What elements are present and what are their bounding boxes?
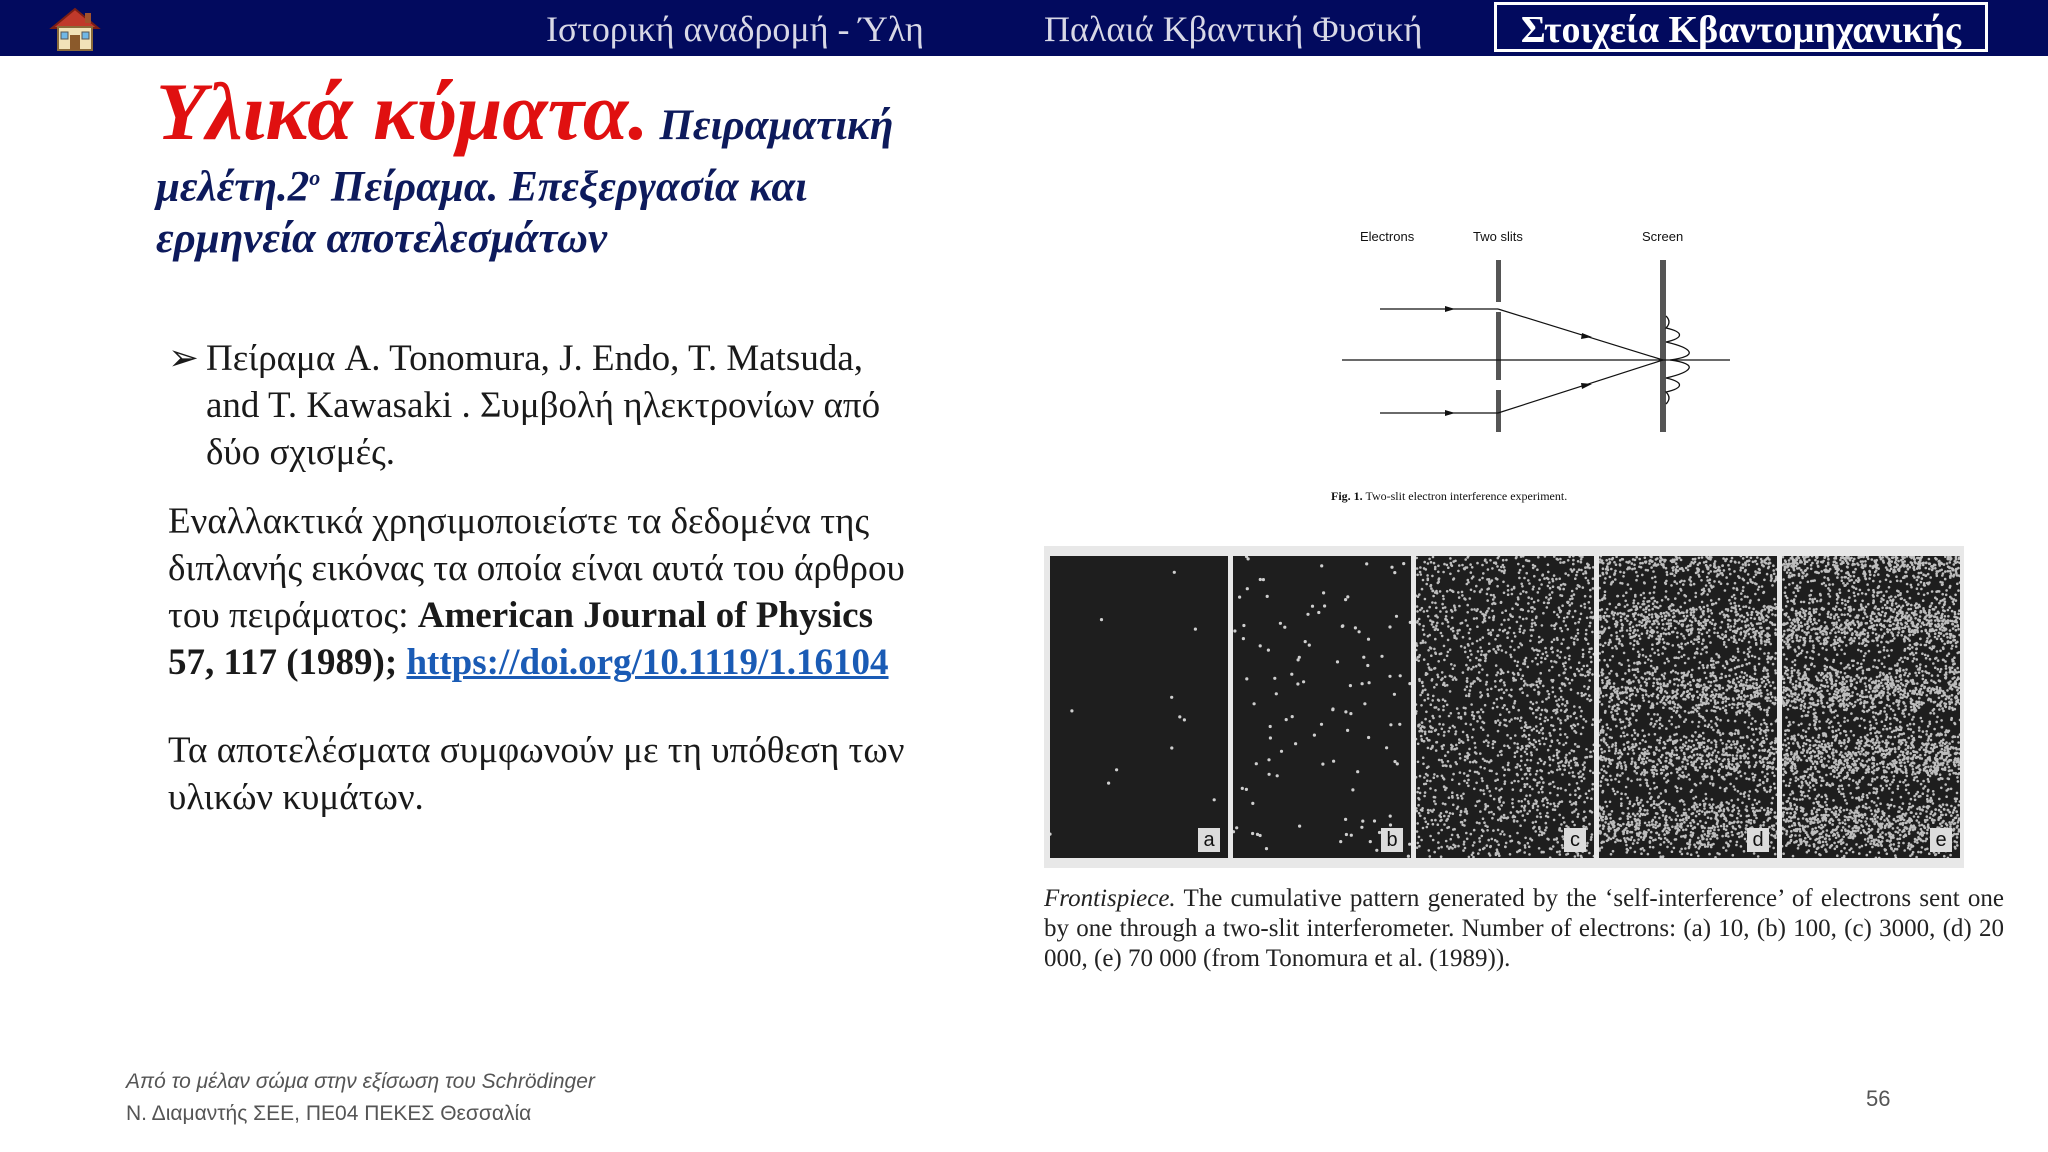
slit-plate-middle [1496,312,1501,380]
tab-quantum-mechanics-elements[interactable]: Στοιχεία Κβαντομηχανικής [1494,2,1988,52]
footer-course-title: Από το μέλαν σώμα στην εξίσωση του Schrödinger [126,1070,595,1093]
footer [126,1066,595,1130]
para1-line2: διπλανής εικόνας τα οποία είναι αυτά του άρθρου [168,548,905,589]
para1-line1: Εναλλακτικά χρησιμοποιείστε τα δεδομένα της [168,501,870,542]
journal-ref: 57, 117 (1989); [168,642,407,683]
photo-panel-b [1233,556,1411,858]
figure1-caption-text: Two-slit electron interference experiment. [1362,489,1568,503]
speckle-texture [1233,556,1411,858]
title-sub3: Πείραμα. Επεξεργασία και [320,163,808,211]
bullet-line2: and T. Kawasaki . Συμβολή ηλεκτρονίων από [206,385,881,426]
detector-screen [1660,260,1666,432]
frontispiece-lead: Frontispiece. [1044,885,1176,912]
photo-panel-c [1416,556,1594,858]
page-number: 56 [1866,1086,1891,1111]
home-button[interactable] [48,6,102,52]
two-slit-diagram [1320,220,1740,510]
tab-old-quantum-physics[interactable]: Παλαιά Κβαντική Φυσική [1044,9,1423,49]
title-sub2: μελέτη.2 [156,163,310,211]
photo-panel-d [1599,556,1777,858]
figure1-caption [1331,489,1567,504]
para2-line1: Τα αποτελέσματα συμφωνούν με τη υπόθεση των [168,730,905,771]
title-main: Υλικά κύματα. [156,66,649,157]
slit-plate-top [1496,260,1501,302]
figure1-caption-label: Fig. 1. [1331,489,1363,503]
bullet-experiment [168,335,998,476]
speckle-texture [1050,556,1228,858]
tab-history-matter[interactable]: Ιστορική αναδρομή - Ύλη [546,9,924,49]
bullet-line1: Πείραμα A. Tonomura, J. Endo, T. Matsuda, [206,338,863,379]
slide-title [156,66,976,265]
panel-label-c: c [1564,828,1586,852]
para1-line3: του πειράματος: [168,595,418,636]
electron-pattern-photos [1044,546,1964,868]
home-icon [48,6,102,52]
speckle-texture [1782,556,1960,858]
photo-panel-e [1782,556,1960,858]
panel-label-d: d [1747,828,1769,852]
paragraph-alternative-data [168,498,1008,686]
journal-name: American Journal of Physics [417,595,874,636]
panel-label-e: e [1930,828,1952,852]
bullet-line3: δύο σχισμές. [206,432,396,473]
frontispiece-text: The cumulative pattern generated by the ‘self-interference’ of electrons sent one by one through a two-slit interferometer. Number of electrons: (a) 10, (b) 100, (c) 3000, (d) 20 000, (e) 70 000 (from Tonomura et al. (1989)). [1044,885,2004,972]
title-sub1: Πειραματική [659,102,894,149]
label-electrons: Electrons [1360,229,1415,244]
photo-panel-a [1050,556,1228,858]
bullet-arrow-icon: ➢ [168,338,200,379]
title-sub4: ερμηνεία αποτελεσμάτων [156,215,608,263]
paragraph-conclusion [168,727,1008,821]
doi-link[interactable]: https://doi.org/10.1119/1.16104 [406,642,889,683]
footer-author: Ν. Διαμαντής ΣΕΕ, ΠΕ04 ΠΕΚΕΣ Θεσσαλία [126,1102,532,1125]
panel-label-a: a [1198,828,1220,852]
label-screen: Screen [1642,229,1684,244]
top-nav-bar [0,0,2048,56]
label-two-slits: Two slits [1473,229,1523,244]
frontispiece-caption [1044,884,2004,974]
speckle-texture [1599,556,1777,858]
speckle-texture [1416,556,1594,858]
title-sup: ο [309,165,321,190]
panel-label-b: b [1381,828,1403,852]
para2-line2: υλικών κυμάτων. [168,777,424,818]
slit-plate-bottom [1496,390,1501,432]
